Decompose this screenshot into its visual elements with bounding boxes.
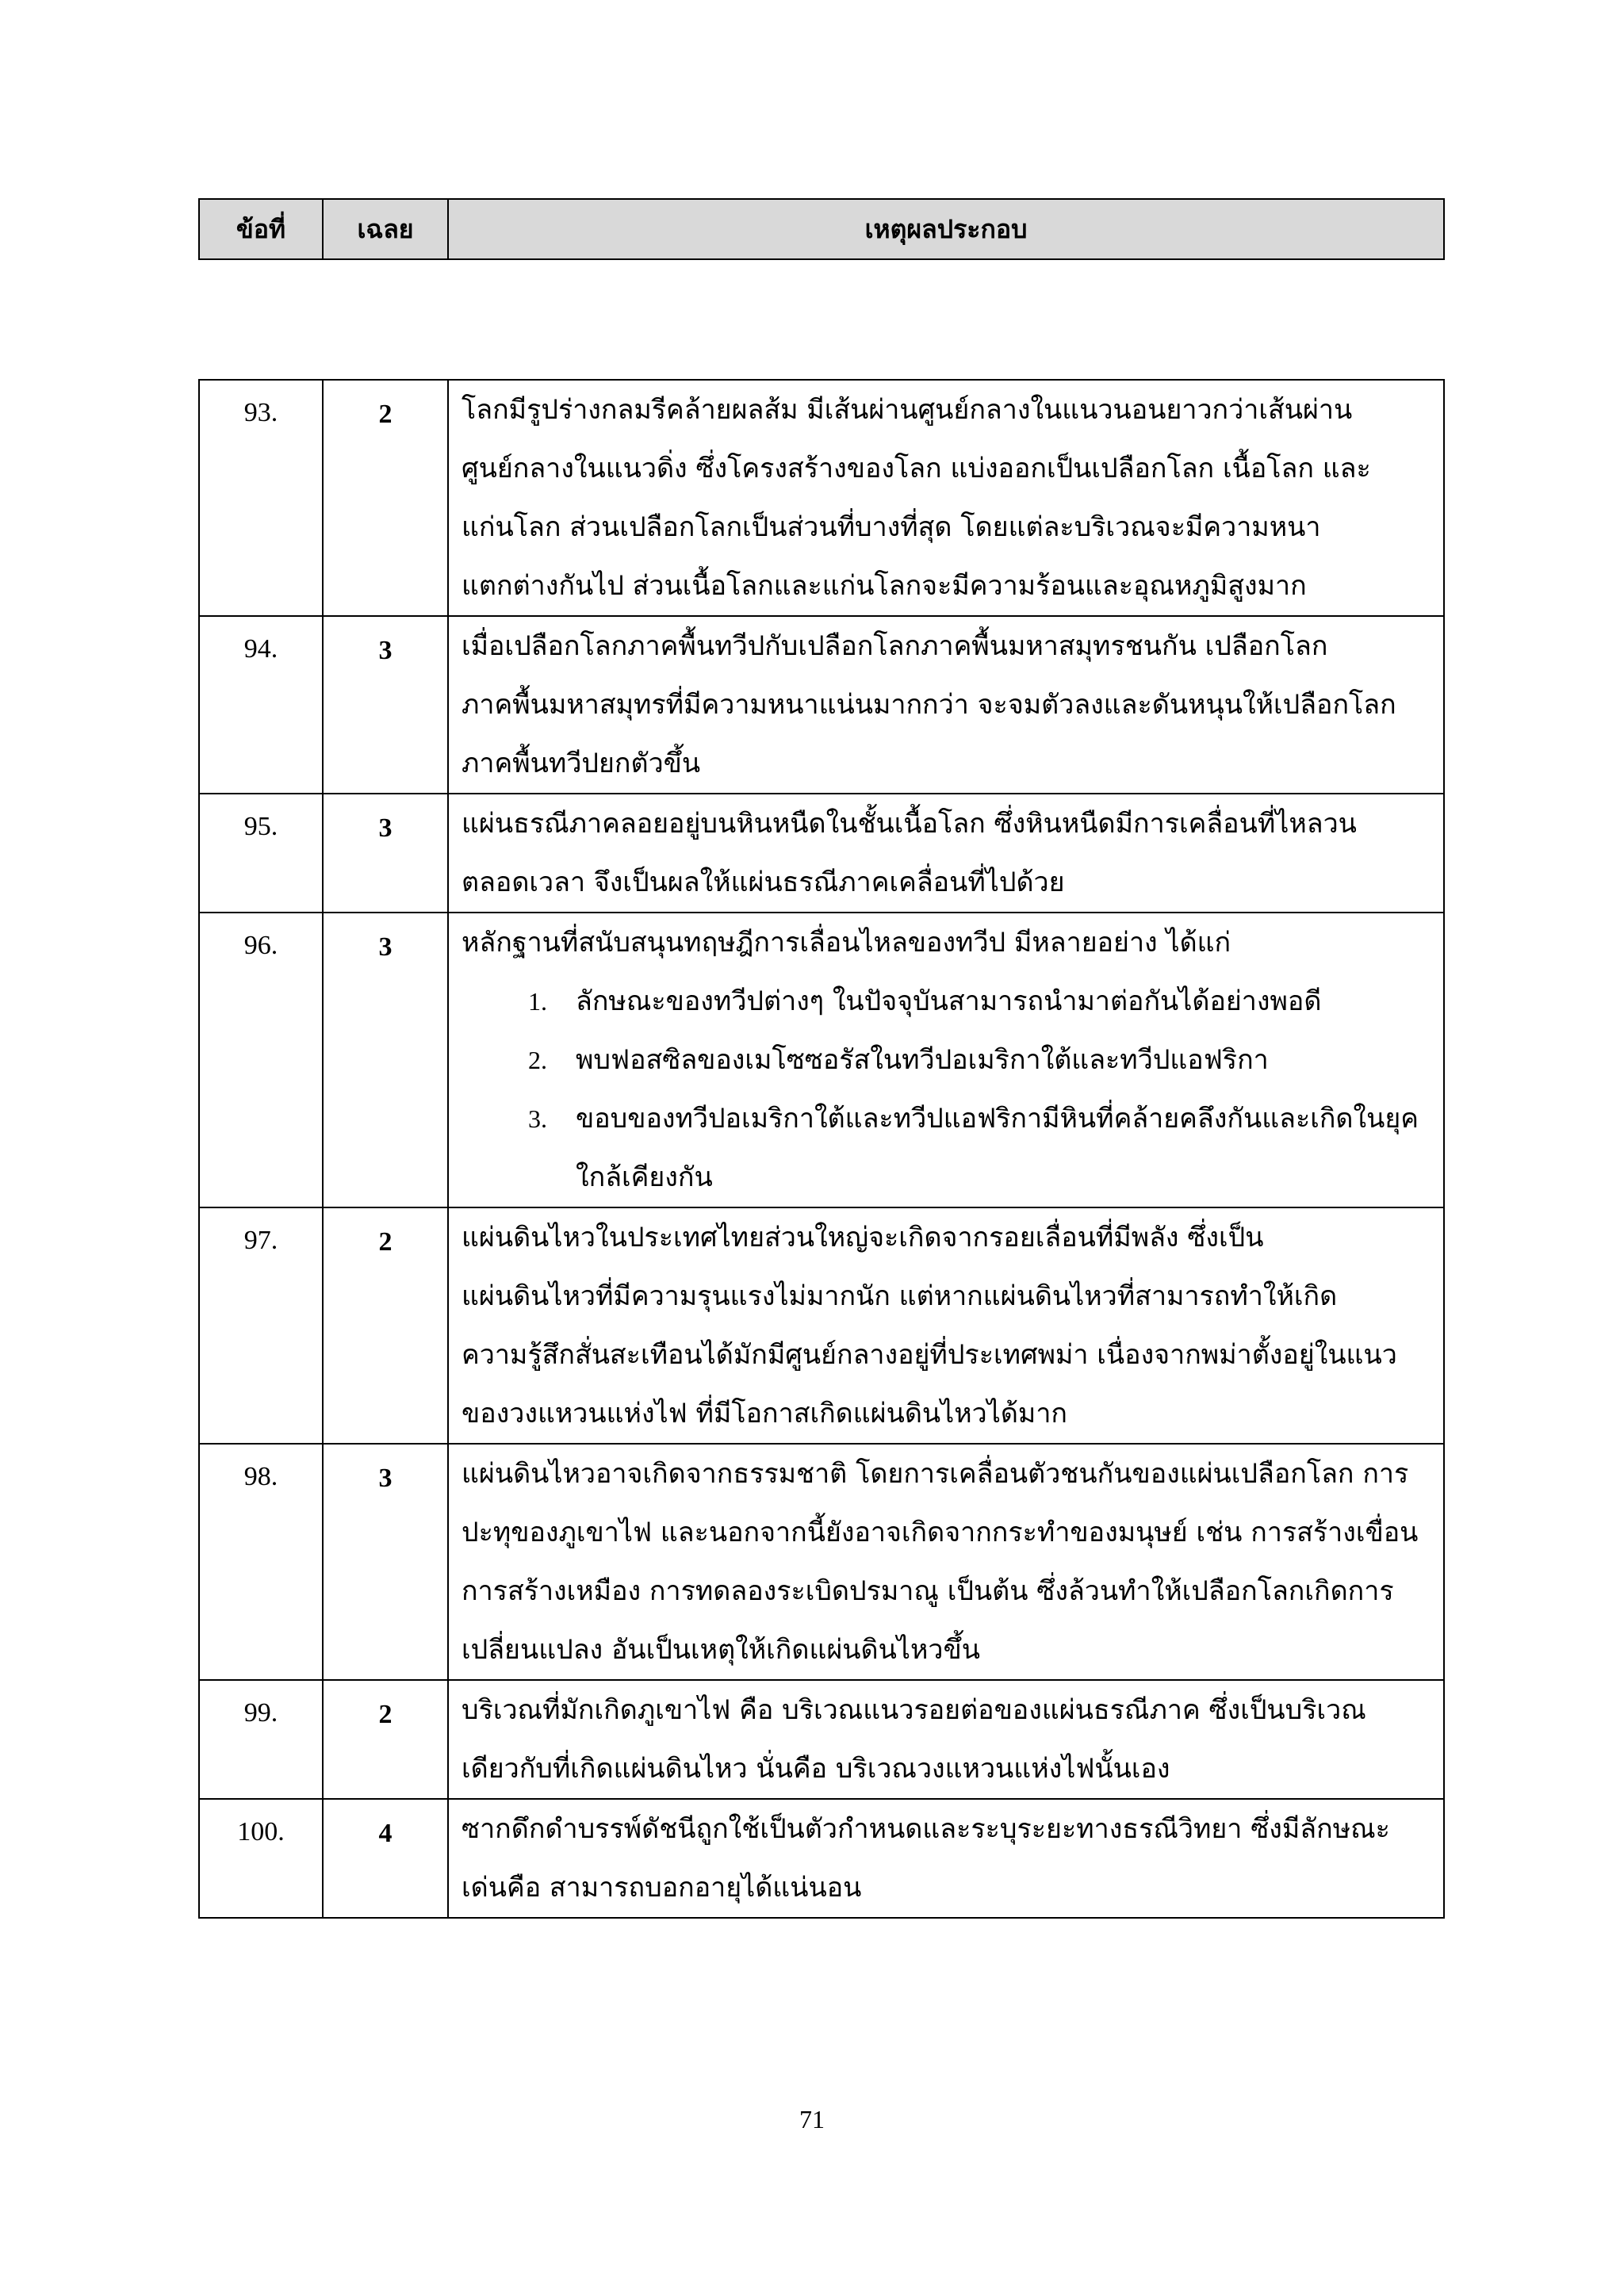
reason-line: แก่นโลก ส่วนเปลือกโลกเป็นส่วนที่บางที่สุด โดยแต่ละบริเวณจะมีความหนา xyxy=(462,511,1321,543)
table-row xyxy=(199,1680,1444,1799)
reason-line: ตลอดเวลา จึงเป็นผลให้แผ่นธรณีภาคเคลื่อนที่ไปด้วย xyxy=(462,867,1065,898)
answer-value: 2 xyxy=(323,380,448,616)
reason-line: ภาคพื้นมหาสมุทรที่มีความหนาแน่นมากกว่า จะจมตัวลงและดันหนุนให้เปลือกโลก xyxy=(462,689,1396,721)
question-number: 94. xyxy=(199,616,323,794)
question-number: 99. xyxy=(199,1680,323,1799)
question-number: 93. xyxy=(199,380,323,616)
reason-line: แผ่นดินไหวอาจเกิดจากธรรมชาติ โดยการเคลื่อนตัวชนกันของแผ่นเปลือกโลก การ xyxy=(462,1458,1409,1490)
evidence-number: 1. xyxy=(528,987,547,1016)
header-reason: เหตุผลประกอบ xyxy=(448,199,1444,259)
answer-value: 3 xyxy=(323,794,448,913)
reason-line: ความรู้สึกสั่นสะเทือนได้มักมีศูนย์กลางอยู่ที่ประเทศพม่า เนื่องจากพม่าตั้งอยู่ในแนว xyxy=(462,1339,1397,1371)
question-number: 100. xyxy=(199,1799,323,1918)
answer-value: 3 xyxy=(323,913,448,1207)
reason-line: ซากดึกดำบรรพ์ดัชนีถูกใช้เป็นตัวกำหนดและระบุระยะทางธรณีวิทยา ซึ่งมีลักษณะ xyxy=(462,1813,1390,1845)
evidence-item xyxy=(528,972,1427,1031)
table-row xyxy=(199,616,1444,794)
question-number: 96. xyxy=(199,913,323,1207)
reason-line: การสร้างเหมือง การทดลองระเบิดปรมาณู เป็นต้น ซึ่งล้วนทำให้เปลือกโลกเกิดการ xyxy=(462,1575,1394,1607)
reason-cell xyxy=(448,913,1444,1207)
evidence-number: 2. xyxy=(528,1046,547,1074)
reason-line: ของวงแหวนแห่งไฟ ที่มีโอกาสเกิดแผ่นดินไหวได้มาก xyxy=(462,1398,1068,1429)
table-row xyxy=(199,1444,1444,1680)
reason-cell xyxy=(448,1444,1444,1680)
page-number: 71 xyxy=(799,2105,825,2133)
reason-line: ศูนย์กลางในแนวดิ่ง ซึ่งโครงสร้างของโลก แบ่งออกเป็นเปลือกโลก เนื้อโลก และ xyxy=(462,453,1371,484)
reason-cell xyxy=(448,1680,1444,1799)
evidence-text: ใกล้เคียงกัน xyxy=(576,1161,713,1193)
answer-value: 4 xyxy=(323,1799,448,1918)
answer-value: 2 xyxy=(323,1680,448,1799)
reason-line: แผ่นดินไหวในประเทศไทยส่วนใหญ่จะเกิดจากรอยเลื่อนที่มีพลัง ซึ่งเป็น xyxy=(462,1222,1264,1253)
table-row xyxy=(199,913,1444,1207)
answer-table xyxy=(198,379,1445,1919)
evidence-list xyxy=(462,972,1427,1207)
question-number: 95. xyxy=(199,794,323,913)
table-row xyxy=(199,1799,1444,1918)
reason-line: โลกมีรูปร่างกลมรีคล้ายผลส้ม มีเส้นผ่านศูนย์กลางในแนวนอนยาวกว่าเส้นผ่าน xyxy=(462,394,1353,426)
question-number: 97. xyxy=(199,1207,323,1444)
question-number: 98. xyxy=(199,1444,323,1680)
reason-cell xyxy=(448,616,1444,794)
reason-cell xyxy=(448,1799,1444,1918)
header-row xyxy=(199,199,1444,259)
reason-line: เด่นคือ สามารถบอกอายุได้แน่นอน xyxy=(462,1872,862,1904)
evidence-text: พบฟอสซิลของเมโซซอรัสในทวีปอเมริกาใต้และทวีปแอฟริกา xyxy=(576,1044,1269,1076)
reason-line: แตกต่างกันไป ส่วนเนื้อโลกและแก่นโลกจะมีความร้อนและอุณหภูมิสูงมาก xyxy=(462,570,1307,602)
reason-line: แผ่นดินไหวที่มีความรุนแรงไม่มากนัก แต่หากแผ่นดินไหวที่สามารถทำให้เกิด xyxy=(462,1280,1338,1312)
header-answer: เฉลย xyxy=(323,199,448,259)
table-row xyxy=(199,380,1444,616)
reason-line: บริเวณที่มักเกิดภูเขาไฟ คือ บริเวณแนวรอยต่อของแผ่นธรณีภาค ซึ่งเป็นบริเวณ xyxy=(462,1694,1366,1726)
evidence-text: ขอบของทวีปอเมริกาใต้และทวีปแอฟริกามีหินที่คล้ายคลึงกันและเกิดในยุค xyxy=(576,1103,1419,1135)
header-table xyxy=(198,198,1445,260)
reason-cell xyxy=(448,794,1444,913)
table-row xyxy=(199,794,1444,913)
answer-value: 2 xyxy=(323,1207,448,1444)
reason-intro: หลักฐานที่สนับสนุนทฤษฎีการเลื่อนไหลของทวีป มีหลายอย่าง ได้แก่ xyxy=(462,927,1231,959)
reason-line: ภาคพื้นทวีปยกตัวขึ้น xyxy=(462,748,701,779)
reason-cell xyxy=(448,1207,1444,1444)
reason-line: ปะทุของภูเขาไฟ และนอกจากนี้ยังอาจเกิดจากกระทำของมนุษย์ เช่น การสร้างเขื่อน xyxy=(462,1517,1419,1548)
table-row xyxy=(199,1207,1444,1444)
answer-value: 3 xyxy=(323,616,448,794)
evidence-number: 3. xyxy=(528,1104,547,1133)
reason-line: เมื่อเปลือกโลกภาคพื้นทวีปกับเปลือกโลกภาคพื้นมหาสมุทรชนกัน เปลือกโลก xyxy=(462,630,1328,662)
answer-value: 3 xyxy=(323,1444,448,1680)
reason-line: เปลี่ยนแปลง อันเป็นเหตุให้เกิดแผ่นดินไหวขึ้น xyxy=(462,1634,980,1666)
evidence-text: ลักษณะของทวีปต่างๆ ในปัจจุบันสามารถนำมาต่อกันได้อย่างพอดี xyxy=(576,985,1322,1017)
header-question-number: ข้อที่ xyxy=(199,199,323,259)
reason-line: แผ่นธรณีภาคลอยอยู่บนหินหนืดในชั้นเนื้อโลก ซึ่งหินหนืดมีการเคลื่อนที่ไหลวน xyxy=(462,808,1357,840)
reason-cell xyxy=(448,380,1444,616)
evidence-item xyxy=(528,1089,1427,1207)
reason-line: เดียวกับที่เกิดแผ่นดินไหว นั่นคือ บริเวณวงแหวนแห่งไฟนั้นเอง xyxy=(462,1753,1170,1785)
evidence-item xyxy=(528,1031,1427,1089)
